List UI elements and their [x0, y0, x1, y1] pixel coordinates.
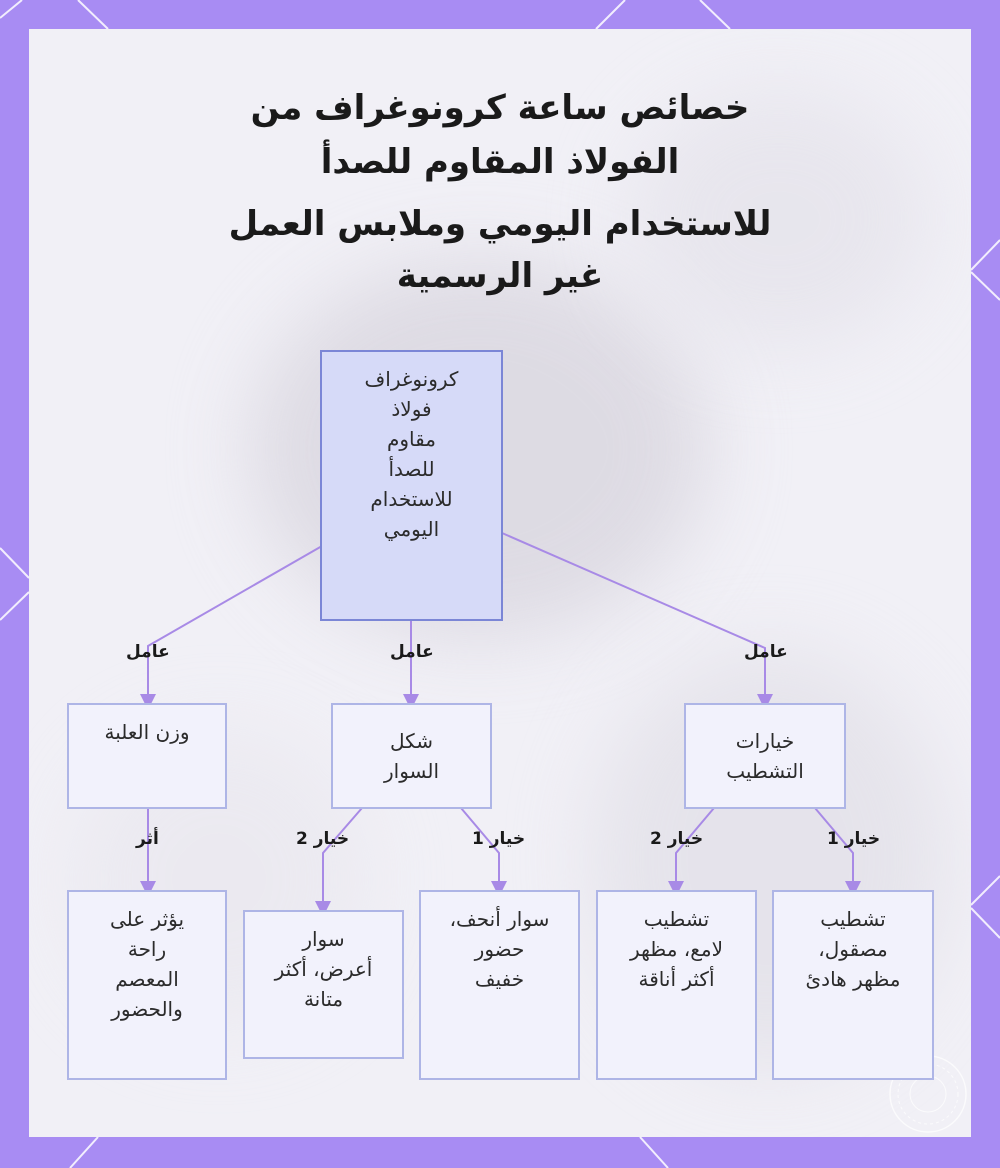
- root-node-line: اليومي: [383, 517, 440, 541]
- edge-label-finish: عامل: [744, 642, 788, 662]
- factor-bracelet-line: السوار: [383, 759, 440, 783]
- leaf-finish-option1-line: مصقول،: [818, 937, 888, 961]
- diagram-title-line-4: غير الرسمية: [396, 256, 604, 296]
- leaf-node-finish-option1: [772, 890, 934, 1080]
- edge-label-finish-option2: خيار 2: [650, 829, 704, 849]
- factor-weight-line: وزن العلبة: [104, 720, 190, 744]
- leaf-node-bracelet-option2: [243, 910, 404, 1059]
- edge-label-weight-effect: أثر: [136, 829, 159, 849]
- root-node-line: كرونوغراف: [364, 367, 459, 391]
- leaf-finish-option1-line: تشطيب: [820, 907, 886, 931]
- leaf-bracelet-option1-line: حضور: [474, 937, 525, 961]
- leaf-finish-option2-line: تشطيب: [643, 907, 710, 931]
- leaf-finish-option2-line: لامع، مظهر: [630, 937, 723, 961]
- diagram-title-line-3: للاستخدام اليومي وملابس العمل: [228, 204, 772, 244]
- factor-node-finish: [684, 703, 846, 809]
- edge-bracelet-option2: [323, 808, 362, 909]
- factor-finish-line: خيارات: [735, 729, 795, 753]
- leaf-finish-option1-line: مظهر هادئ: [805, 967, 901, 991]
- edge-label-finish-option1: خيار 1: [827, 829, 881, 849]
- edge-label-bracelet: عامل: [390, 642, 434, 662]
- leaf-finish-option2-line: أكثر أناقة: [638, 967, 715, 991]
- edge-label-bracelet-option2: خيار 2: [296, 829, 350, 849]
- leaf-bracelet-option1-line: سوار أنحف،: [449, 907, 550, 931]
- leaf-bracelet-option2-line: أعرض، أكثر: [274, 957, 373, 981]
- root-node-line: للاستخدام: [370, 487, 453, 511]
- leaf-node-weight-effect: [67, 890, 227, 1080]
- leaf-weight-effect-line: المعصم: [115, 967, 179, 991]
- leaf-weight-effect-line: والحضور: [111, 997, 183, 1021]
- leaf-bracelet-option2-line: سوار: [302, 927, 345, 951]
- edge-label-bracelet-option1: خيار 1: [472, 829, 526, 849]
- leaf-bracelet-option1-line: خفيف: [474, 967, 525, 991]
- factor-bracelet-line: شكل: [390, 729, 433, 753]
- leaf-weight-effect-line: يؤثر على: [109, 907, 185, 931]
- diagram-title-line-2: الفولاذ المقاوم للصدأ: [320, 142, 680, 182]
- root-node-line: فولاذ: [391, 397, 432, 421]
- root-node: [320, 350, 503, 621]
- leaf-node-bracelet-option1: [419, 890, 580, 1080]
- root-node-line: مقاوم: [387, 427, 436, 451]
- leaf-bracelet-option2-line: متانة: [303, 987, 344, 1011]
- leaf-node-finish-option2: [596, 890, 757, 1080]
- factor-node-bracelet: [331, 703, 492, 809]
- edge-label-weight: عامل: [126, 642, 170, 662]
- factor-finish-line: التشطيب: [726, 759, 804, 783]
- edge-root-finish: [502, 533, 765, 702]
- diagram-title-line-1: خصائص ساعة كرونوغراف من: [250, 88, 750, 128]
- leaf-weight-effect-line: راحة: [127, 937, 167, 961]
- factor-node-weight: [67, 703, 227, 809]
- edge-root-weight: [148, 546, 322, 702]
- root-node-line: للصدأ: [388, 457, 435, 481]
